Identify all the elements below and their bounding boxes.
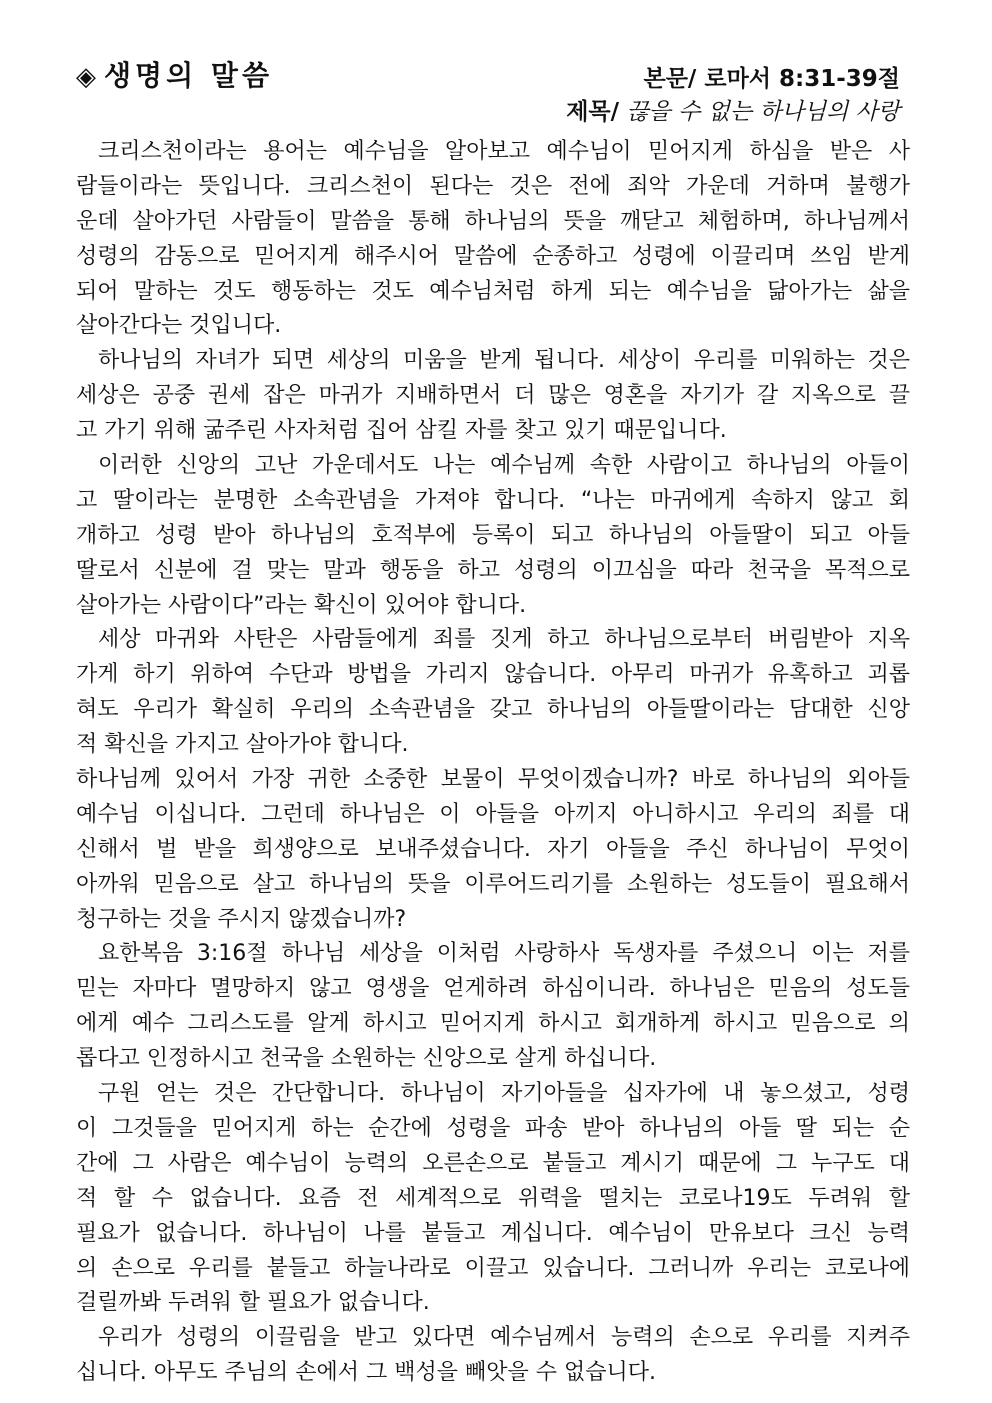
body-line: 크리스천이라는 용어는 예수님을 알아보고 예수님이 믿어지게 하심을 받은 사 (98, 139, 910, 164)
body-line: 적 할 수 없습니다. 요즘 전 세계적으로 위력을 떨치는 코로나19도 두려워 할 (76, 1185, 910, 1211)
body-line: 딸로서 신분에 걸 맞는 말과 행동을 하고 성령의 이끄심을 따라 천국을 목적으로 (76, 557, 910, 583)
body-line: 살아가는 사람이다”라는 확신이 있어야 합니다. (76, 592, 527, 618)
body-line: 이러한 신앙의 고난 가운데서도 나는 예수님께 속한 사람이고 하나님의 아들이 (98, 453, 910, 479)
body-line: 청구하는 것을 주시지 않겠습니까? (76, 906, 407, 932)
body-line: 아까워 믿음으로 살고 하나님의 뜻을 이루어드리기를 소원하는 성도들이 필요해서 (76, 871, 910, 897)
body-line: 우리가 성령의 이끌림을 받고 있다면 예수님께서 능력의 손으로 우리를 지켜주 (98, 1325, 910, 1351)
subject-label: 제목/ (566, 99, 620, 125)
body-line: 십니다. 아무도 주님의 손에서 그 백성을 빼앗을 수 없습니다. (76, 1360, 656, 1386)
body-line: 에게 예수 그리스도를 알게 하시고 믿어지게 하시고 회개하게 하시고 믿음으로 의 (76, 1011, 910, 1037)
body-line: 하나님의 자녀가 되면 세상의 미움을 받게 됩니다. 세상이 우리를 미워하는 것은 (98, 348, 910, 374)
body-line: 간에 그 사람은 예수님이 능력의 오른손으로 붙들고 계시기 때문에 그 누구도 대 (76, 1150, 910, 1176)
diamond-bullet-icon: ◈ (76, 62, 96, 92)
body-line: 적 확신을 가지고 살아가야 합니다. (76, 732, 409, 758)
reference-value: 로마서 8:31-39절 (704, 66, 900, 92)
section-title-text: 생명의 말씀 (104, 59, 273, 92)
body-line: 고 가기 위해 굶주린 사자처럼 집어 삼킬 자를 찾고 있기 때문입니다. (76, 418, 727, 444)
body-line: 필요가 없습니다. 하나님이 나를 붙들고 계십니다. 예수님이 만유보다 크신 능력 (76, 1220, 910, 1246)
body-line: 가게 하기 위하여 수단과 방법을 가리지 않습니다. 아무리 마귀가 유혹하고 괴롭 (76, 662, 910, 688)
body-line: 람들이라는 뜻입니다. 크리스천이 된다는 것은 전에 죄악 가운데 거하며 불행가 (76, 173, 910, 199)
body-line: 신해서 벌 받을 희생양으로 보내주셨습니다. 자기 아들을 주신 하나님이 무엇이 (76, 836, 910, 862)
subject-value: 끊을 수 없는 하나님의 사랑 (626, 99, 900, 125)
body-line: 성령의 감동으로 믿어지게 해주시어 말씀에 순종하고 성령에 이끌리며 쓰임 받게 (76, 243, 910, 269)
body-line: 세상은 공중 권세 잡은 마귀가 지배하면서 더 많은 영혼을 자기가 갈 지옥으로 끌 (76, 383, 910, 409)
sermon-subject (566, 93, 900, 126)
body-line: 되어 말하는 것도 행동하는 것도 예수님처럼 하게 되는 예수님을 닮아가는 삶을 (76, 278, 910, 304)
scripture-reference (644, 60, 901, 93)
body-line: 세상 마귀와 사탄은 사람들에게 죄를 짓게 하고 하나님으로부터 버림받아 지옥 (98, 627, 910, 653)
body-line: 롭다고 인정하시고 천국을 소원하는 신앙으로 살게 하십니다. (76, 1046, 657, 1072)
body-line: 살아간다는 것입니다. (76, 313, 282, 339)
body-line: 개하고 성령 받아 하나님의 호적부에 등록이 되고 하나님의 아들딸이 되고 아들 (76, 522, 910, 548)
reference-label: 본문/ (643, 66, 697, 92)
body-line: 고 딸이라는 분명한 소속관념을 가져야 합니다. “나는 마귀에게 속하지 않고 회 (76, 487, 910, 513)
section-title (76, 54, 273, 94)
body-line: 요한복음 3:16절 하나님 세상을 이처럼 사랑하사 독생자를 주셨으니 이는 저를 (98, 941, 910, 967)
body-line: 하나님께 있어서 가장 귀한 소중한 보물이 무엇이겠습니까? 바로 하나님의 외아들 (76, 767, 910, 793)
body-line: 믿는 자마다 멸망하지 않고 영생을 얻게하려 하심이니라. 하나님은 믿음의 성도들 (76, 976, 910, 1002)
body-text (76, 135, 910, 1391)
body-line: 혀도 우리가 확실히 우리의 소속관념을 갖고 하나님의 아들딸이라는 담대한 신앙 (76, 697, 910, 723)
body-line: 걸릴까봐 두려워 할 필요가 없습니다. (76, 1290, 430, 1316)
body-line: 운데 살아가던 사람들이 말씀을 통해 하나님의 뜻을 깨닫고 체험하며, 하나님께서 (76, 208, 910, 234)
body-line: 이 그것들을 믿어지게 하는 순간에 성령을 파송 받아 하나님의 아들 딸 되는 순 (76, 1115, 910, 1141)
body-line: 예수님 이십니다. 그런데 하나님은 이 아들을 아끼지 아니하시고 우리의 죄를 대 (76, 801, 910, 827)
body-line: 의 손으로 우리를 붙들고 하늘나라로 이끌고 있습니다. 그러니까 우리는 코로나에 (76, 1255, 910, 1281)
body-line: 구원 얻는 것은 간단합니다. 하나님이 자기아들을 십자가에 내 놓으셨고, 성령 (98, 1081, 910, 1107)
